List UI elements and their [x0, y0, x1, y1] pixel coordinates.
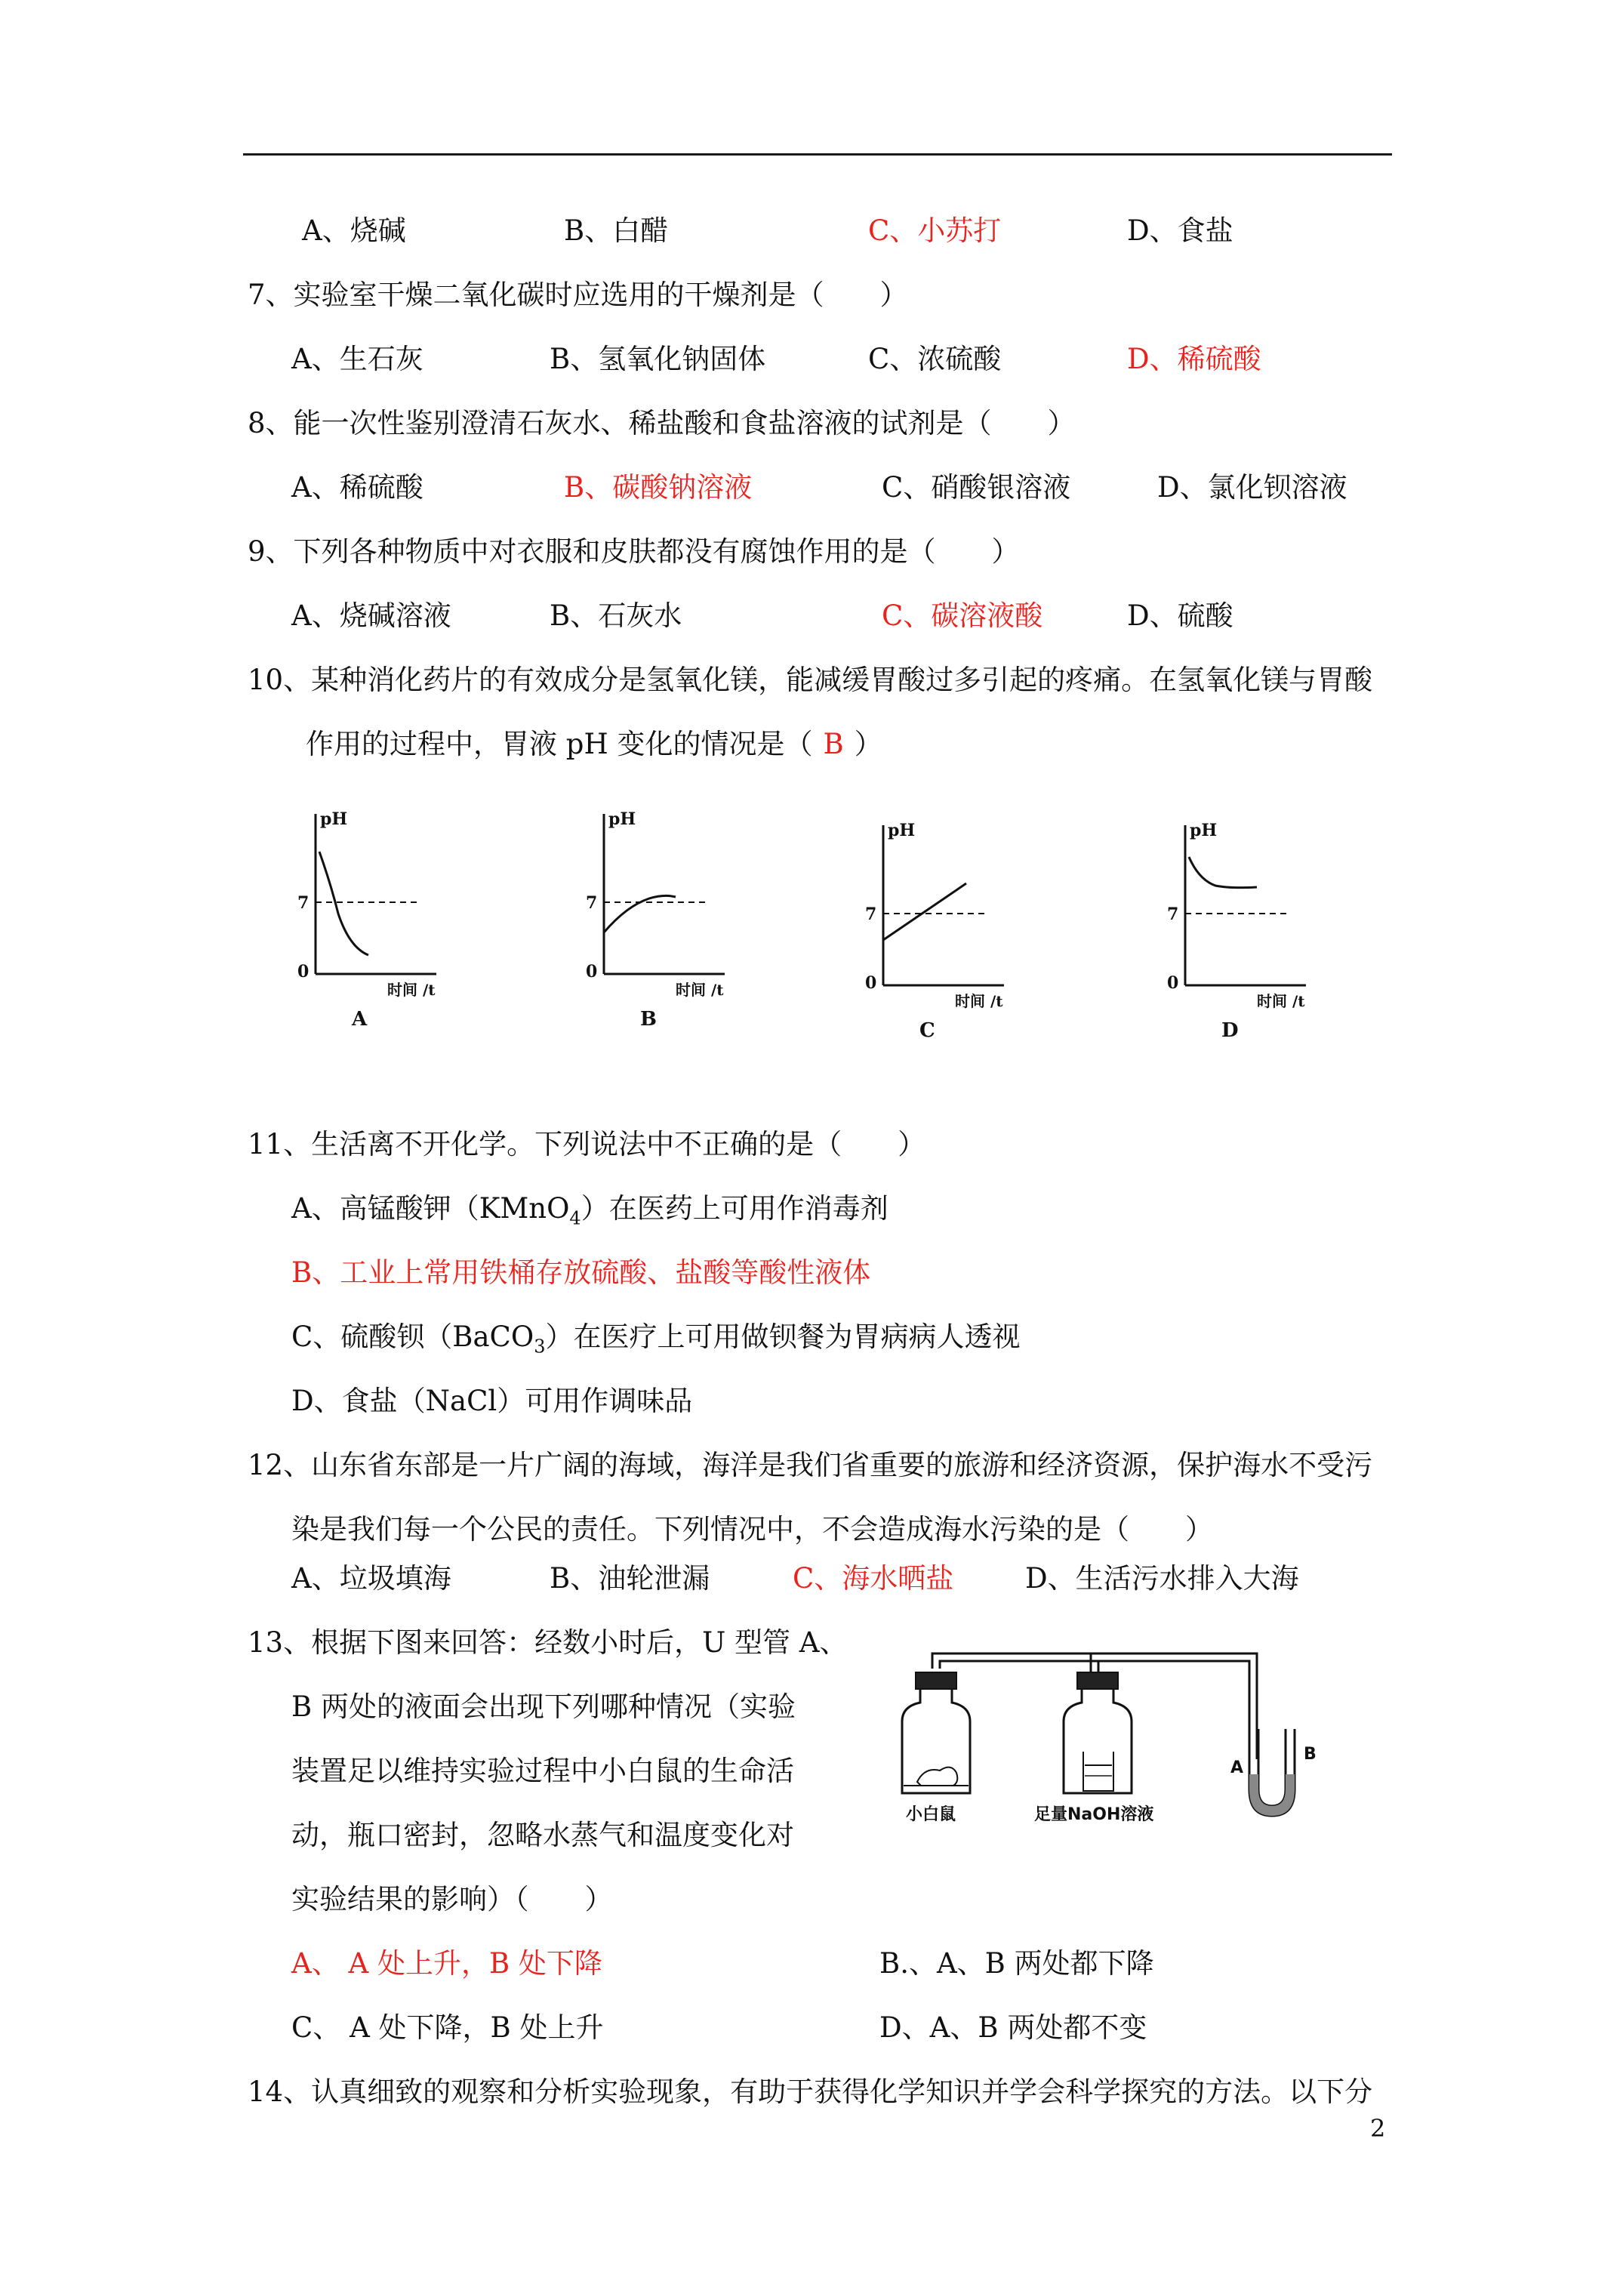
y-tick-7: 7 [865, 905, 877, 924]
y-tick-0: 0 [1167, 973, 1179, 993]
chart-label: A [352, 1008, 368, 1027]
q6-option-d: D、食盐 [1127, 214, 1233, 247]
q11-option-a-text: A、高锰酸钾（KMnO [291, 1192, 570, 1225]
header-rule [243, 153, 1392, 156]
ph-curve [1189, 857, 1257, 888]
x-axis-label: 时间 /t [955, 992, 1003, 1010]
q13-stem-line2: B 两处的液面会出现下列哪种情况（实验 [291, 1690, 796, 1723]
q12-option-b: B、油轮泄漏 [550, 1562, 710, 1595]
chart-label: B [640, 1008, 657, 1027]
q10-stem-line1: 10、某种消化药片的有效成分是氢氧化镁，能减缓胃酸过多引起的疼痛。在氢氧化镁与胃酸 [248, 664, 1373, 696]
x-axis-label: 时间 /t [676, 981, 724, 999]
y-axis-label: pH [608, 809, 636, 829]
tube-to-bottle2 [1091, 1653, 1098, 1672]
q12-option-a: A、垃圾填海 [291, 1562, 451, 1595]
q9-option-d: D、硫酸 [1127, 599, 1233, 632]
q9-option-a: A、烧碱溶液 [291, 599, 451, 632]
q12-option-d: D、生活污水排入大海 [1025, 1562, 1299, 1595]
q11-option-b: B、工业上常用铁桶存放硫酸、盐酸等酸性液体 [291, 1256, 871, 1289]
q6-option-c: C、小苏打 [868, 214, 1002, 247]
q12-stem-line1: 12、山东省东部是一片广阔的海域，海洋是我们省重要的旅游和经济资源，保护海水不受污 [248, 1449, 1373, 1481]
q8-option-d: D、氯化钡溶液 [1157, 471, 1347, 504]
chart-label: D [1221, 1019, 1239, 1038]
q13-option-a: A、 A 处上升，B 处下降 [291, 1947, 602, 1980]
q11-option-d: D、食盐（NaCl）可用作调味品 [291, 1385, 693, 1417]
y-tick-0: 0 [865, 973, 877, 993]
q7-option-b: B、氢氧化钠固体 [550, 343, 766, 375]
y-tick-7: 7 [297, 893, 310, 913]
bottle-mouse [902, 1672, 970, 1793]
q10-stem-close: ） [854, 728, 882, 760]
q11-option-c-text-end: ）在医疗上可用做钡餐为胃病病人透视 [545, 1321, 1021, 1353]
q7-option-d: D、稀硫酸 [1127, 343, 1261, 375]
ph-curve [883, 883, 966, 940]
fig-label-mouse: 小白鼠 [906, 1805, 956, 1824]
q13-apparatus-diagram [887, 1631, 1340, 1835]
q11-option-a [291, 1191, 888, 1236]
q11-option-c-text: C、硫酸钡（BaCO [291, 1321, 534, 1353]
q11-option-a-subscript: 4 [569, 1207, 581, 1229]
q8-stem: 8、能一次性鉴别澄清石灰水、稀盐酸和食盐溶液的试剂是（ ） [248, 407, 1076, 439]
q10-stem-line2 [306, 726, 882, 763]
x-axis-label: 时间 /t [1257, 992, 1305, 1010]
bottle-naoh [1064, 1672, 1132, 1793]
q13-option-d: D、A、B 两处都不变 [879, 2011, 1147, 2044]
ph-chart-d [1163, 812, 1344, 1038]
q9-option-b: B、石灰水 [550, 599, 682, 632]
q11-stem: 11、生活离不开化学。下列说法中不正确的是（ ） [248, 1128, 926, 1160]
y-tick-7: 7 [586, 893, 598, 913]
q13-stem-line3: 装置足以维持实验过程中小白鼠的生命活 [291, 1755, 794, 1787]
y-tick-0: 0 [297, 962, 310, 982]
q13-stem-line4: 动，瓶口密封，忽略水蒸气和温度变化对 [291, 1819, 794, 1851]
q13-stem-line1: 13、根据下图来回答：经数小时后，U 型管 A、 [248, 1626, 848, 1659]
y-axis-label: pH [1190, 821, 1218, 840]
q7-option-a: A、生石灰 [291, 343, 423, 375]
ph-chart-b [581, 800, 762, 1027]
fig-label-b: B [1304, 1745, 1317, 1764]
y-axis-label: pH [888, 821, 916, 840]
ph-chart-c [861, 812, 1042, 1038]
q13-option-b: B.、A、B 两处都下降 [879, 1947, 1154, 1980]
ph-curve [604, 895, 676, 932]
y-tick-0: 0 [586, 962, 598, 982]
chart-label: C [919, 1019, 935, 1038]
ph-curve [319, 852, 368, 955]
y-axis-label: pH [320, 809, 348, 829]
q12-option-c: C、海水晒盐 [793, 1562, 954, 1595]
q14-stem: 14、认真细致的观察和分析实验现象，有助于获得化学知识并学会科学探究的方法。以下分 [248, 2076, 1373, 2108]
q13-stem-line5: 实验结果的影响）（ ） [291, 1883, 613, 1915]
page-number: 2 [1370, 2114, 1386, 2143]
q8-option-b: B、碳酸钠溶液 [564, 471, 753, 504]
q9-stem: 9、下列各种物质中对衣服和皮肤都没有腐蚀作用的是（ ） [248, 535, 1020, 568]
connecting-tube-outer [932, 1653, 1257, 1759]
q7-option-c: C、浓硫酸 [868, 343, 1002, 375]
ph-chart-a [293, 800, 474, 1027]
q13-option-c: C、 A 处下降，B 处上升 [291, 2011, 604, 2044]
y-tick-7: 7 [1167, 905, 1179, 924]
q6-option-b: B、白醋 [564, 214, 669, 247]
q11-option-c [291, 1319, 1020, 1364]
fig-label-a: A [1230, 1758, 1244, 1777]
q8-option-c: C、硝酸银溶液 [882, 471, 1071, 504]
q9-option-c: C、碳溶液酸 [882, 599, 1043, 632]
q8-option-a: A、稀硫酸 [291, 471, 423, 504]
q6-option-a: A、烧碱 [302, 214, 406, 247]
q11-option-a-text-end: ）在医药上可用作消毒剂 [581, 1192, 888, 1225]
q10-answer: B [823, 728, 844, 760]
x-axis-label: 时间 /t [387, 981, 436, 999]
q11-option-c-subscript: 3 [534, 1336, 546, 1358]
q10-stem-text: 作用的过程中，胃液 pH 变化的情况是（ [306, 728, 813, 760]
q12-stem-line2: 染是我们每一个公民的责任。下列情况中，不会造成海水污染的是（ ） [291, 1513, 1213, 1546]
q7-stem: 7、实验室干燥二氧化碳时应选用的干燥剂是（ ） [248, 279, 908, 311]
fig-label-naoh: 足量NaOH溶液 [1034, 1805, 1154, 1824]
